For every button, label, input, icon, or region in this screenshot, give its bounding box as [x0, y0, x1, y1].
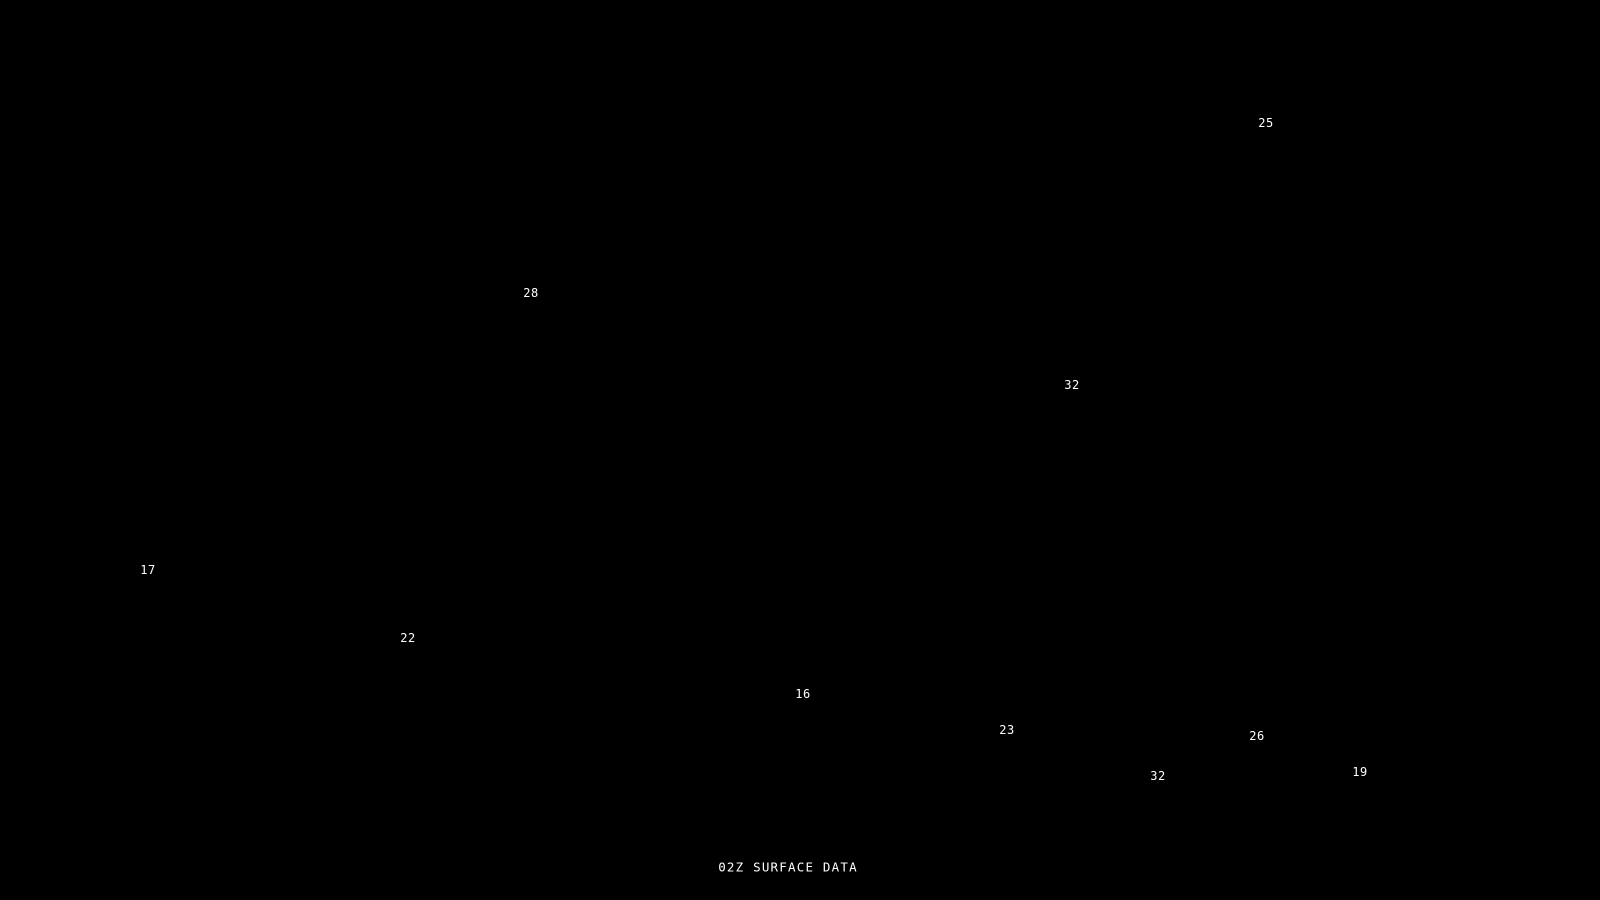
station-value-label: 25	[1258, 116, 1274, 130]
station-value-label: 23	[999, 723, 1015, 737]
station-value-label: 22	[400, 631, 416, 645]
station-value-label: 28	[523, 286, 539, 300]
chart-caption: 02Z SURFACE DATA	[718, 859, 858, 875]
station-value-label: 32	[1150, 769, 1166, 783]
station-value-label: 17	[140, 563, 156, 577]
station-value-label: 32	[1064, 378, 1080, 392]
station-value-label: 26	[1249, 729, 1265, 743]
station-value-label: 16	[795, 687, 811, 701]
station-value-label: 19	[1352, 765, 1368, 779]
